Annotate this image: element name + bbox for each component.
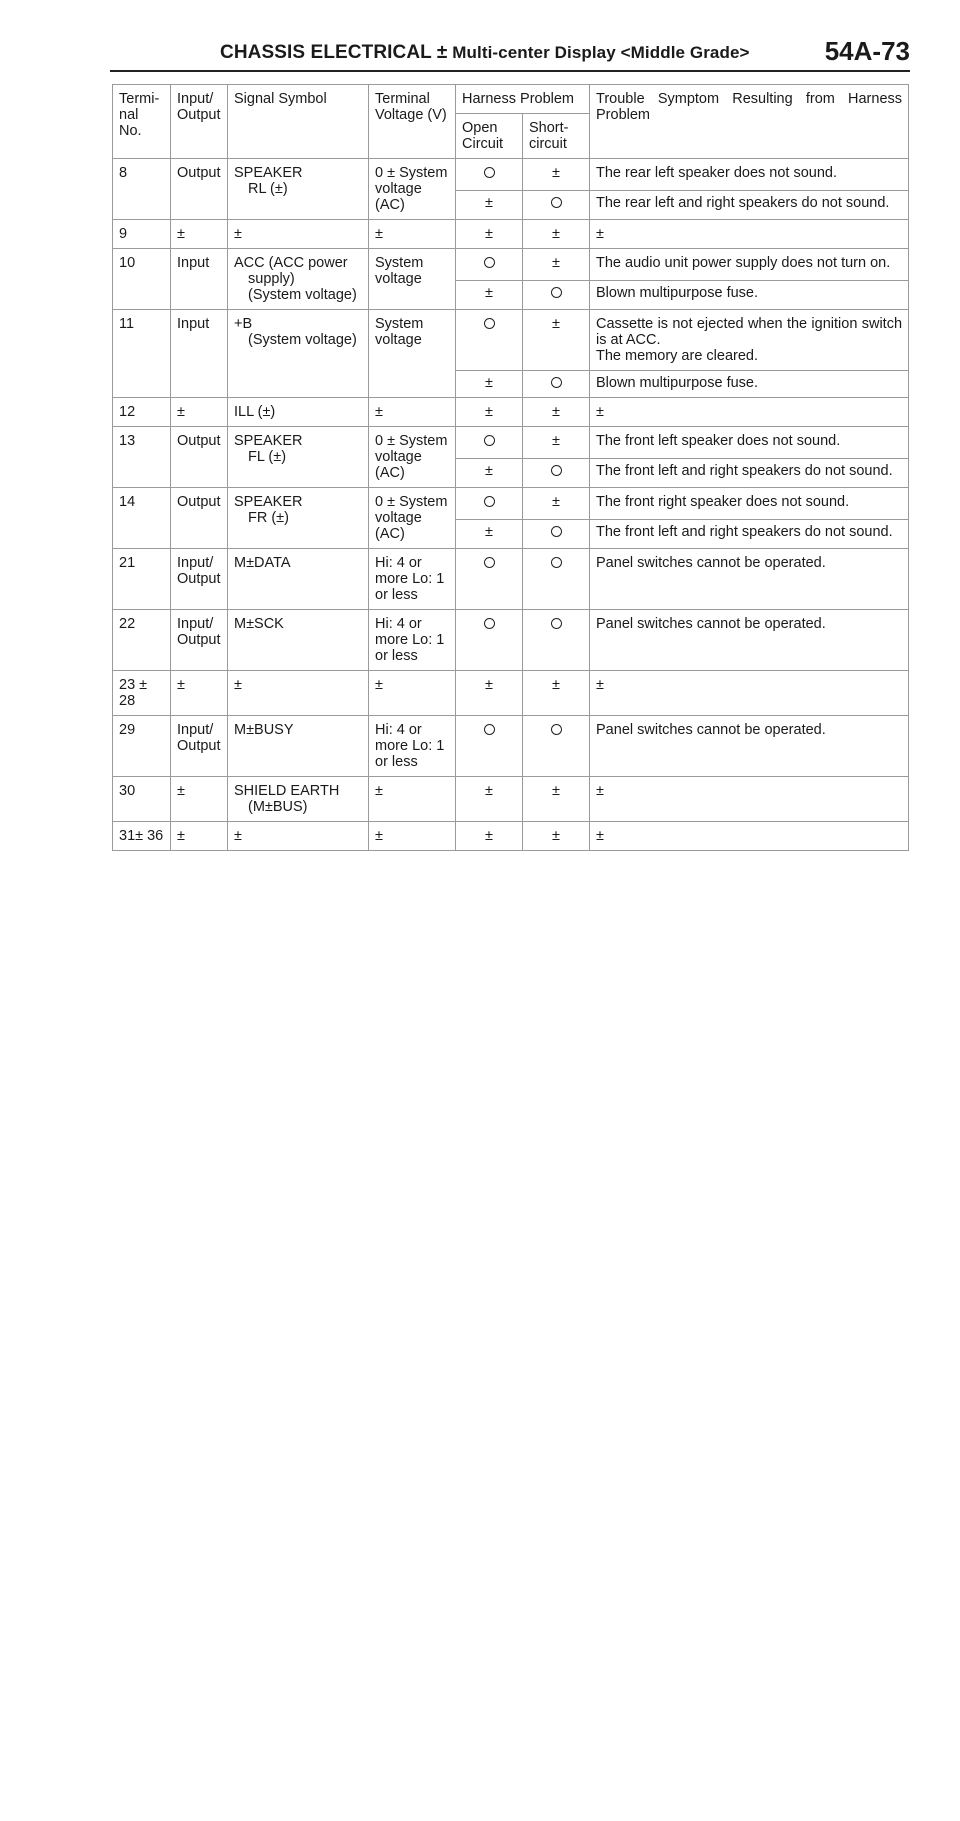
symptom-text: The audio unit power supply does not turn on. [596,255,891,271]
symptom-cell: Panel switches cannot be operated. [590,610,909,671]
signal-text: (System voltage) [248,332,357,348]
symptom-cell: ± [590,398,909,427]
short-cell [523,610,590,671]
signal-text: supply) [248,271,295,287]
circle-icon [484,257,495,268]
symptom-text: The front left speaker does not sound. [596,433,841,449]
symptom-text: The front right speaker does not sound. [596,494,850,510]
table-row [113,220,909,249]
open-cell: ± [456,280,523,309]
symptom-cell: ± [590,220,909,249]
open-cell: ± [456,220,523,249]
terminal-table [112,84,909,851]
voltage-cell: ± [369,777,456,822]
signal-text: SPEAKER [234,494,303,510]
terminal-cell: 22 [113,610,171,671]
voltage-cell: Hi: 4 or more Lo: 1 or less [369,549,456,610]
io-cell: Output [171,427,228,488]
table-row [113,427,909,459]
short-cell [523,716,590,777]
short-cell [523,458,590,487]
signal-text: M±DATA [234,555,291,571]
signal-text: ± [234,226,242,242]
signal-text: M±BUSY [234,722,294,738]
short-cell: ± [523,822,590,851]
signal-cell [228,488,369,549]
short-cell [523,190,590,219]
symptom-cell: ± [590,822,909,851]
table-body [113,85,909,851]
symptom-cell [590,488,909,520]
symptom-cell [590,159,909,191]
short-cell: ± [523,220,590,249]
voltage-cell: System voltage [369,249,456,310]
signal-text: ILL (±) [234,404,276,420]
table-row [113,716,909,777]
table-row [113,822,909,851]
signal-text: ACC (ACC power [234,255,348,271]
short-cell [523,519,590,548]
header-harness: Harness Problem [456,85,590,114]
circle-icon [551,724,562,735]
short-cell [523,371,590,398]
table-row [113,671,909,716]
short-cell: ± [523,159,590,191]
symptom-cell [590,371,909,398]
circle-icon [484,618,495,629]
terminal-cell: 30 [113,777,171,822]
section-title-main: CHASSIS ELECTRICAL ± [220,42,448,63]
signal-cell [228,220,369,249]
table-row [113,549,909,610]
open-cell: ± [456,458,523,487]
circle-icon [484,557,495,568]
circle-icon [551,197,562,208]
short-cell: ± [523,427,590,459]
open-cell [456,610,523,671]
symptom-cell: ± [590,671,909,716]
open-cell [456,488,523,520]
open-cell: ± [456,398,523,427]
voltage-cell: ± [369,822,456,851]
short-cell: ± [523,249,590,281]
terminal-cell: 23 ± 28 [113,671,171,716]
open-cell [456,249,523,281]
symptom-cell [590,310,909,371]
circle-icon [551,287,562,298]
signal-text: M±SCK [234,616,284,632]
section-title [220,42,750,64]
table-row [113,159,909,191]
open-cell: ± [456,671,523,716]
io-cell: ± [171,777,228,822]
signal-cell [228,671,369,716]
open-cell: ± [456,519,523,548]
signal-cell [228,310,369,398]
voltage-cell: 0 ± System voltage (AC) [369,488,456,549]
voltage-cell: 0 ± System voltage (AC) [369,159,456,220]
io-cell: Input/ Output [171,716,228,777]
terminal-cell: 13 [113,427,171,488]
open-cell [456,310,523,371]
signal-cell [228,777,369,822]
open-cell: ± [456,777,523,822]
signal-cell [228,822,369,851]
circle-icon [551,618,562,629]
signal-cell [228,716,369,777]
signal-cell [228,249,369,310]
header-rule [110,70,910,72]
terminal-cell: 11 [113,310,171,398]
voltage-cell: Hi: 4 or more Lo: 1 or less [369,716,456,777]
io-cell: Input [171,310,228,398]
circle-icon [551,465,562,476]
header-terminal: Termi- nal No. [113,85,171,159]
io-cell: Input [171,249,228,310]
short-cell [523,549,590,610]
symptom-cell [590,458,909,487]
open-cell: ± [456,371,523,398]
short-cell: ± [523,488,590,520]
circle-icon [484,167,495,178]
terminal-cell: 21 [113,549,171,610]
symptom-cell: Panel switches cannot be operated. [590,549,909,610]
section-subtitle: Multi-center Display <Middle Grade> [447,43,750,62]
terminal-cell: 9 [113,220,171,249]
signal-cell [228,610,369,671]
header-voltage: Terminal Voltage (V) [369,85,456,159]
header-short: Short- circuit [523,114,590,159]
short-cell: ± [523,777,590,822]
open-cell [456,549,523,610]
terminal-cell: 31± 36 [113,822,171,851]
terminal-cell: 14 [113,488,171,549]
symptom-text: The front left and right speakers do not sound. [596,523,893,540]
open-cell [456,716,523,777]
short-cell: ± [523,398,590,427]
short-cell: ± [523,310,590,371]
voltage-cell: ± [369,398,456,427]
signal-cell [228,398,369,427]
io-cell: Output [171,488,228,549]
circle-icon [484,435,495,446]
open-cell [456,159,523,191]
signal-text: SPEAKER [234,165,303,181]
signal-text: ± [234,677,242,693]
circle-icon [551,377,562,388]
io-cell: ± [171,671,228,716]
symptom-cell [590,249,909,281]
symptom-text: Blown multipurpose fuse. [596,284,759,301]
open-cell [456,427,523,459]
page-number: 54A-73 [824,36,910,66]
symptom-text: The front left and right speakers do not sound. [596,462,893,479]
symptom-cell [590,427,909,459]
signal-cell [228,159,369,220]
symptom-cell [590,280,909,309]
voltage-cell: Hi: 4 or more Lo: 1 or less [369,610,456,671]
voltage-cell: 0 ± System voltage (AC) [369,427,456,488]
circle-icon [551,526,562,537]
signal-text: FL (±) [248,449,287,465]
signal-cell [228,549,369,610]
table-row [113,398,909,427]
symptom-text: Blown multipurpose fuse. [596,375,759,391]
table-row [113,488,909,520]
signal-text: SHIELD EARTH [234,783,340,799]
io-cell: Input/ Output [171,610,228,671]
header-io: Input/ Output [171,85,228,159]
open-cell: ± [456,822,523,851]
signal-cell [228,427,369,488]
voltage-cell: ± [369,220,456,249]
signal-text: (M±BUS) [248,799,308,815]
io-cell: Output [171,159,228,220]
io-cell: Input/ Output [171,549,228,610]
table-row [113,777,909,822]
open-cell: ± [456,190,523,219]
terminal-cell: 10 [113,249,171,310]
short-cell [523,280,590,309]
io-cell: ± [171,822,228,851]
symptom-cell [590,519,909,548]
header-row [113,85,909,114]
signal-text: (System voltage) [248,287,357,303]
io-cell: ± [171,220,228,249]
symptom-cell: ± [590,777,909,822]
circle-icon [484,318,495,329]
symptom-cell [590,190,909,219]
header-trouble: Trouble Symptom Resulting from Harness Problem [590,85,909,159]
symptom-text: The rear left speaker does not sound. [596,165,838,181]
terminal-cell: 8 [113,159,171,220]
table-row [113,610,909,671]
table-row [113,249,909,281]
header-open: Open Circuit [456,114,523,159]
voltage-cell: ± [369,671,456,716]
symptom-cell: Panel switches cannot be operated. [590,716,909,777]
table-row [113,310,909,371]
header-signal: Signal Symbol [228,85,369,159]
signal-text: FR (±) [248,510,289,526]
circle-icon [551,557,562,568]
symptom-text: The rear left and right speakers do not sound. [596,194,890,211]
voltage-cell: System voltage [369,310,456,398]
circle-icon [484,496,495,507]
signal-text: ± [234,828,242,844]
circle-icon [484,724,495,735]
terminal-cell: 29 [113,716,171,777]
terminal-cell: 12 [113,398,171,427]
signal-text: RL (±) [248,181,288,197]
signal-text: +B [234,316,253,332]
page-header [110,36,910,70]
signal-text: SPEAKER [234,433,303,449]
short-cell: ± [523,671,590,716]
symptom-text: Cassette is not ejected when the ignition switch is at ACC. [596,316,903,348]
io-cell: ± [171,398,228,427]
symptom-text: The memory are cleared. [596,348,758,364]
